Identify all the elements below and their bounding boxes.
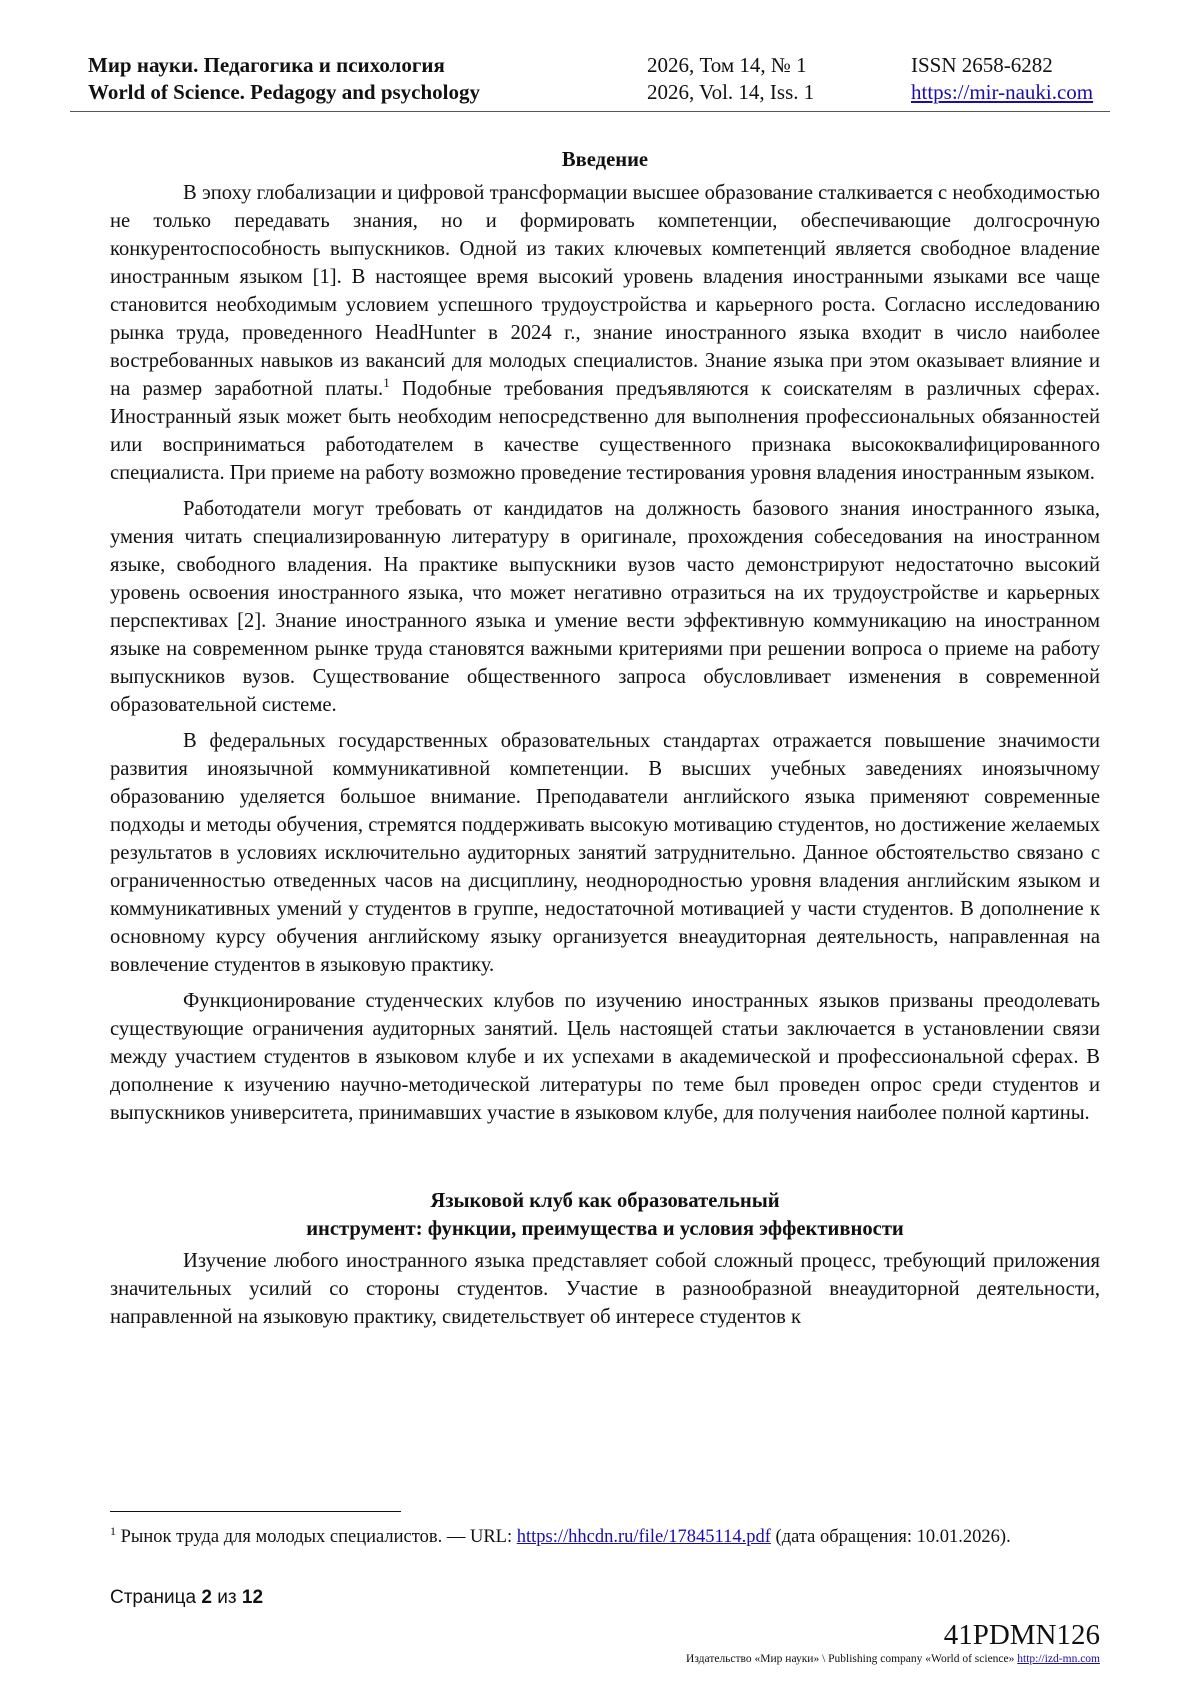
section-2-heading-line-2: инструмент: функции, преимущества и условия эффективности [306,1218,904,1240]
footnote-number: 1 [110,1523,116,1538]
section-2-paragraph-1: Изучение любого иностранного языка представляет собой сложный процесс, требующий приложения значительных усилий со стороны студентов. Участие в разнообразной внеаудиторной деятельности, направленной на языковую практику, свидетельствует об интересе студентов к [110,1250,1100,1328]
intro-heading: Введение [561,149,649,171]
issue-info [647,52,814,106]
journal-title-en: World of Science. Pedagogy and psychology [88,80,481,104]
footnote-ref[interactable]: 1 [383,375,390,391]
page-current: 2 [201,1587,212,1608]
journal-title-ru: Мир науки. Педагогика и психология [88,53,445,77]
journal-title [88,52,480,106]
journal-url-link[interactable]: https://mir-nauki.com [911,80,1094,104]
footnote [110,1525,1110,1549]
intro-paragraph-3: В федеральных государственных образовательных стандартах отражается повышение значимости развития иноязычной коммуникативной компетенции. В высших учебных заведениях иноязычному образованию уделяется большое внимание. Преподаватели английского языка применяют современные подходы и методы обучения, стремятся поддерживать высокую мотивацию студентов, но достижение желаемых результатов в условиях исключительно аудиторных занятий затруднительно. Данное обстоятельство связано с ограниченностью отведенных часов на дисциплину, неоднородностью уровня владения английским языком и коммуникативных умений у студентов в группе, недостаточной мотивацией у части студентов. В дополнение к основному курсу обучения английскому языку организуется внеаудиторная деятельность, направленная на вовлечение студентов в языковую практику. [110,730,1100,976]
publisher-link[interactable]: http://izd-mn.com [1017,1653,1100,1665]
publisher-text: Издательство «Мир науки» \ Publishing company «World of science» [686,1653,1018,1665]
issn: ISSN 2658-6282 [911,53,1053,77]
footnote-access-date: (дата обращения: 10.01.2026). [770,1527,1011,1547]
intro-p1-text: В эпоху глобализации и цифровой трансформации высшее образование сталкивается с необходимостью не только передавать знания, но и формировать компетенции, обеспечивающие долгосрочную конкурентоспособность выпускников. Одной из таких ключевых компетенций является свободное владение иностранным языком [1]. В настоящее время высокий уровень владения иностранными языками все чаще становится необходимым условием успешного трудоустройства и карьерного роста. Согласно исследованию рынка труда, проведенного HeadHunter в 2024 г., знание иностранного языка входит в число наиболее востребованных навыков из вакансий для молодых специалистов. Знание языка при этом оказывает влияние и на размер заработной платы. [110,182,1100,400]
intro-paragraph-2: Работодатели могут требовать от кандидатов на должность базового знания иностранного языка, умения читать специализированную литературу в оригинале, прохождения собеседования на иностранном языке, свободного владения. На практике выпускники вузов часто демонстрируют недостаточно высокий уровень освоения иностранного языка, что может негативно отразиться на их трудоустройстве и карьерных перспективах [2]. Знание иностранного языка и умение вести эффективную коммуникацию на иностранном языке на современном рынке труда становятся важными критериями при решении вопроса о приеме на работу выпускников вузов. Существование общественного запроса обусловливает изменения в современной образовательной системе. [110,498,1100,716]
page-number [110,1587,263,1609]
footnote-divider [110,1511,401,1512]
issue-en: 2026, Vol. 14, Iss. 1 [647,80,815,104]
header-divider [70,111,1110,112]
page-label: Страница [110,1587,197,1608]
intro-paragraph-1 [110,179,1100,487]
section-2-heading-line-1: Языковой клуб как образовательный [430,1190,780,1212]
intro-p1-text-cont: Подобные требования предъявляются к соискателям в различных сферах. Иностранный язык может быть необходим непосредственно для выполнения профессиональных обязанностей или восприниматься работодателем в качестве существенного признака высококвалифицированного специалиста. При приеме на работу возможно проведение тестирования уровня владения иностранным языком. [110,378,1100,484]
page-total: 12 [241,1587,264,1608]
footnote-text: Рынок труда для молодых специалистов. — URL: [116,1527,517,1547]
section-2-heading [110,1187,1100,1243]
publisher-line [686,1653,1100,1665]
intro-paragraph-4: Функционирование студенческих клубов по изучению иностранных языков призваны преодолевать существующие ограничения аудиторных занятий. Цель настоящей статьи заключается в установлении связи между участием студентов в языковом клубе и их успехами в академической и профессиональной сферах. В дополнение к изучению научно-методической литературы по теме был проведен опрос среди студентов и выпускников университета, принимавших участие в языковом клубе, для получения наиболее полной картины. [110,990,1100,1124]
page-of: из [217,1587,237,1608]
article-body [110,146,1100,1339]
article-code: 41PDMN126 [943,1619,1100,1651]
journal-meta [911,52,1093,106]
issue-ru: 2026, Том 14, № 1 [647,53,807,77]
footnote-link[interactable]: https://hhcdn.ru/file/17845114.pdf [516,1527,771,1547]
